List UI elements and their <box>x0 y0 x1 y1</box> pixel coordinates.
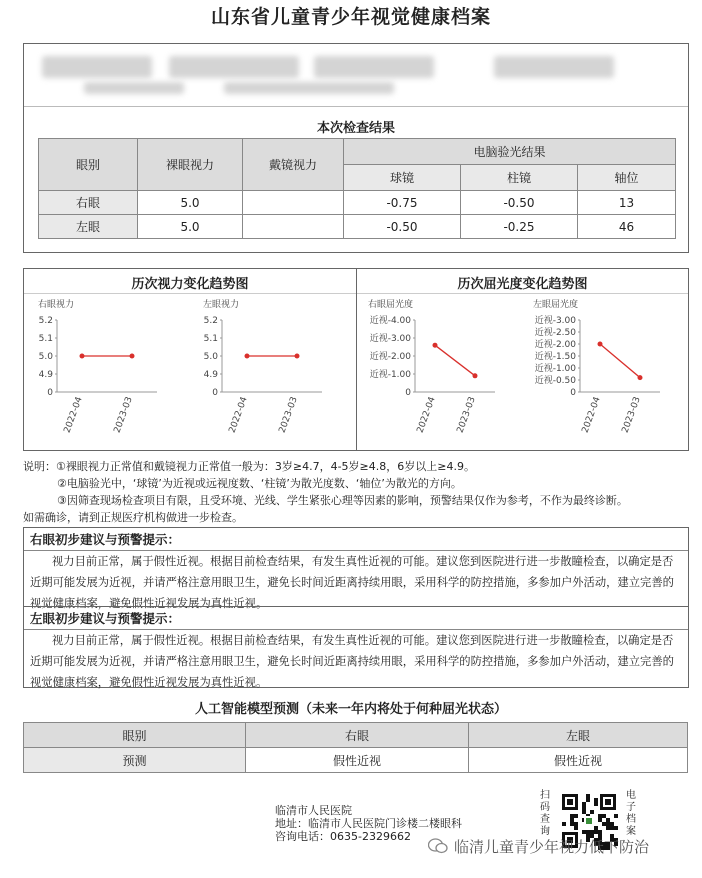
row-sphere: -0.75 <box>344 191 461 215</box>
ai-header-right: 右眼 <box>246 723 469 748</box>
qr-module <box>614 814 618 818</box>
chart-title: 左眼屈光度 <box>533 300 579 310</box>
data-point <box>473 373 478 378</box>
chart-title: 左眼视力 <box>203 300 240 310</box>
note-line-3: ③因筛查现场检查项目有限，且受环境、光线、学生紧张心理等因素的影响，预警结果仅作为参考，不作为最终诊断。 <box>57 494 628 507</box>
row-axis: 46 <box>578 215 676 239</box>
note-line-1 <box>23 458 693 475</box>
x-tick-label: 2023-03 <box>277 395 300 435</box>
row-sphere: -0.50 <box>344 215 461 239</box>
y-tick-label: 近视-0.50 <box>534 376 576 386</box>
qr-module <box>594 798 598 802</box>
redacted-info <box>494 56 614 78</box>
qr-module <box>586 818 592 824</box>
note-line-4: 如需确诊，请到正规医疗机构做进一步检查。 <box>23 511 243 524</box>
qr-module <box>582 830 586 834</box>
y-tick-label: 近视-1.00 <box>534 364 576 374</box>
divider <box>24 106 688 107</box>
row-naked: 5.0 <box>138 191 243 215</box>
notes <box>23 458 693 526</box>
ai-prediction-title: 人工智能模型预测（未来一年内将处于何种屈光状态） <box>194 702 507 717</box>
y-tick-label: 5.1 <box>38 334 53 344</box>
qr-module <box>574 822 578 826</box>
qr-module <box>594 826 598 830</box>
left-eye-vision-chart <box>203 298 322 434</box>
y-tick-label: 近视-1.00 <box>369 370 411 380</box>
y-tick-label: 近视-3.00 <box>534 316 576 326</box>
qr-module <box>598 818 602 822</box>
qr-module <box>570 814 574 818</box>
qr-module <box>594 802 598 806</box>
note-line-2: ②电脑验光中，‘球镜’为近视或远视度数、‘柱镜’为散光度数、‘轴位’为散光的方向。 <box>57 477 462 490</box>
note-text: ①裸眼视力正常值和戴镜视力正常值一般为：3岁≥4.7，4-5岁≥4.8，6岁以上≥4.9。 <box>56 460 475 473</box>
ai-prediction-table <box>23 722 688 773</box>
trend-charts <box>23 292 687 448</box>
qr-module <box>582 810 586 814</box>
redacted-info <box>42 56 152 78</box>
table-row <box>39 215 676 239</box>
header-naked-vision: 裸眼视力 <box>138 139 243 191</box>
table-row <box>24 748 688 773</box>
qr-module <box>586 830 590 834</box>
y-tick-label: 5.2 <box>203 316 218 326</box>
ai-header-left: 左眼 <box>469 723 688 748</box>
redacted-info <box>84 82 184 94</box>
data-point <box>80 354 85 359</box>
qr-module <box>574 814 578 818</box>
x-tick-label: 2022-04 <box>227 395 250 435</box>
header-computer-refraction: 电脑验光结果 <box>344 139 676 165</box>
y-tick-label: 近视-4.00 <box>369 316 411 326</box>
left-eye-refraction-chart <box>533 298 660 434</box>
qr-module <box>606 826 610 830</box>
data-point <box>598 342 603 347</box>
x-tick-label: 2023-03 <box>620 395 643 435</box>
y-tick-label: 近视-1.50 <box>534 352 576 362</box>
wechat-icon <box>428 838 448 854</box>
qr-module <box>570 818 574 822</box>
y-tick-label: 5.1 <box>203 334 218 344</box>
note-prefix: 说明： <box>23 460 56 473</box>
row-eye: 右眼 <box>39 191 138 215</box>
hospital-name: 临清市人民医院 <box>275 804 352 817</box>
data-point <box>130 354 135 359</box>
qr-module <box>605 799 611 805</box>
qr-module <box>570 822 574 826</box>
series-line <box>600 344 640 378</box>
scan-label-left: 扫码查询 <box>540 790 550 837</box>
qr-module <box>594 830 598 834</box>
qr-module <box>582 802 586 806</box>
ai-right-prediction: 假性近视 <box>246 748 469 773</box>
qr-module <box>574 826 578 830</box>
left-eye-advice <box>23 606 689 688</box>
right-eye-vision-chart <box>38 298 157 434</box>
x-tick-label: 2022-04 <box>580 395 603 435</box>
table-row <box>39 191 676 215</box>
exam-panel <box>23 43 689 253</box>
chart-title: 右眼视力 <box>38 300 75 310</box>
right-advice-title: 右眼初步建议与预警提示： <box>24 528 688 551</box>
qr-module <box>598 830 602 834</box>
qr-module <box>602 822 606 826</box>
ai-left-prediction: 假性近视 <box>469 748 688 773</box>
y-tick-label: 近视-2.00 <box>369 352 411 362</box>
row-axis: 13 <box>578 191 676 215</box>
ai-row-label: 预测 <box>24 748 246 773</box>
y-tick-label: 0 <box>47 388 53 398</box>
hospital-phone: 咨询电话：0635-2329662 <box>275 830 411 843</box>
data-point <box>295 354 300 359</box>
header-cylinder: 柱镜 <box>461 165 578 191</box>
qr-module <box>586 798 590 802</box>
hospital-address: 地址：临清市人民医院门诊楼二楼眼科 <box>275 817 462 830</box>
qr-module <box>590 810 594 814</box>
header-eye: 眼别 <box>39 139 138 191</box>
redacted-info <box>314 56 434 78</box>
left-advice-title: 左眼初步建议与预警提示： <box>24 607 688 630</box>
qr-module <box>602 814 606 818</box>
row-eye: 左眼 <box>39 215 138 239</box>
row-corrected <box>243 191 344 215</box>
left-advice-body: 视力目前正常，属于假性近视。根据目前检查结果，有发生真性近视的可能。建议您到医院进行进一步散瞳检查，以确定是否近期可能发展为近视，并请严格注意用眼卫生，避免长时间近距离持续用眼，采用科学的防控措施，多参加户外活动，建立完善的视觉健康档案，避免假性近视发展为真性近视。 <box>30 634 674 689</box>
y-tick-label: 4.9 <box>38 370 53 380</box>
y-tick-label: 0 <box>570 388 576 398</box>
right-advice-body: 视力目前正常，属于假性近视。根据目前检查结果，有发生真性近视的可能。建议您到医院进行进一步散瞳检查，以确定是否近期可能发展为近视，并请严格注意用眼卫生，避免长时间近距离持续用眼，采用科学的防控措施，多参加户外活动，建立完善的视觉健康档案，避免假性近视发展为真性近视。 <box>30 555 674 610</box>
page-title: 山东省儿童青少年视觉健康档案 <box>210 6 491 28</box>
header-axis: 轴位 <box>578 165 676 191</box>
data-point <box>245 354 250 359</box>
right-eye-advice <box>23 527 689 610</box>
qr-module <box>610 826 614 830</box>
y-tick-label: 近视-3.00 <box>369 334 411 344</box>
ai-header-eye: 眼别 <box>24 723 246 748</box>
y-tick-label: 4.9 <box>203 370 218 380</box>
refraction-trend-title: 历次屈光度变化趋势图 <box>457 277 588 292</box>
qr-module <box>582 806 586 810</box>
qr-module <box>586 794 590 798</box>
qr-module <box>598 814 602 818</box>
y-tick-label: 5.0 <box>38 352 53 362</box>
row-naked: 5.0 <box>138 215 243 239</box>
y-tick-label: 近视-2.00 <box>534 340 576 350</box>
x-tick-label: 2022-04 <box>415 395 438 435</box>
qr-module <box>562 822 566 826</box>
series-line <box>435 345 475 376</box>
right-eye-refraction-chart <box>368 298 495 434</box>
vision-trend-title: 历次视力变化趋势图 <box>131 277 249 292</box>
y-tick-label: 5.2 <box>38 316 53 326</box>
y-tick-label: 0 <box>212 388 218 398</box>
scan-label-right: 电子档案 <box>626 790 636 837</box>
x-tick-label: 2022-04 <box>62 395 85 435</box>
row-corrected <box>243 215 344 239</box>
qr-module <box>614 826 618 830</box>
qr-module <box>590 830 594 834</box>
redacted-info <box>224 82 394 94</box>
exam-section-title: 本次检查结果 <box>316 121 395 136</box>
header-corrected-vision: 戴镜视力 <box>243 139 344 191</box>
y-tick-label: 0 <box>405 388 411 398</box>
x-tick-label: 2023-03 <box>455 395 478 435</box>
exam-table <box>38 138 676 239</box>
qr-module <box>567 799 573 805</box>
row-cylinder: -0.50 <box>461 191 578 215</box>
header-sphere: 球镜 <box>344 165 461 191</box>
y-tick-label: 近视-2.50 <box>534 328 576 338</box>
qr-module <box>606 818 610 822</box>
y-tick-label: 5.0 <box>203 352 218 362</box>
data-point <box>638 375 643 380</box>
qr-module <box>606 822 610 826</box>
redacted-info <box>169 56 299 78</box>
watermark-text: 临清儿童青少年视力低下防治 <box>454 838 650 856</box>
x-tick-label: 2023-03 <box>112 395 135 435</box>
chart-title: 右眼屈光度 <box>368 300 414 310</box>
qr-module <box>610 822 614 826</box>
data-point <box>433 343 438 348</box>
row-cylinder: -0.25 <box>461 215 578 239</box>
